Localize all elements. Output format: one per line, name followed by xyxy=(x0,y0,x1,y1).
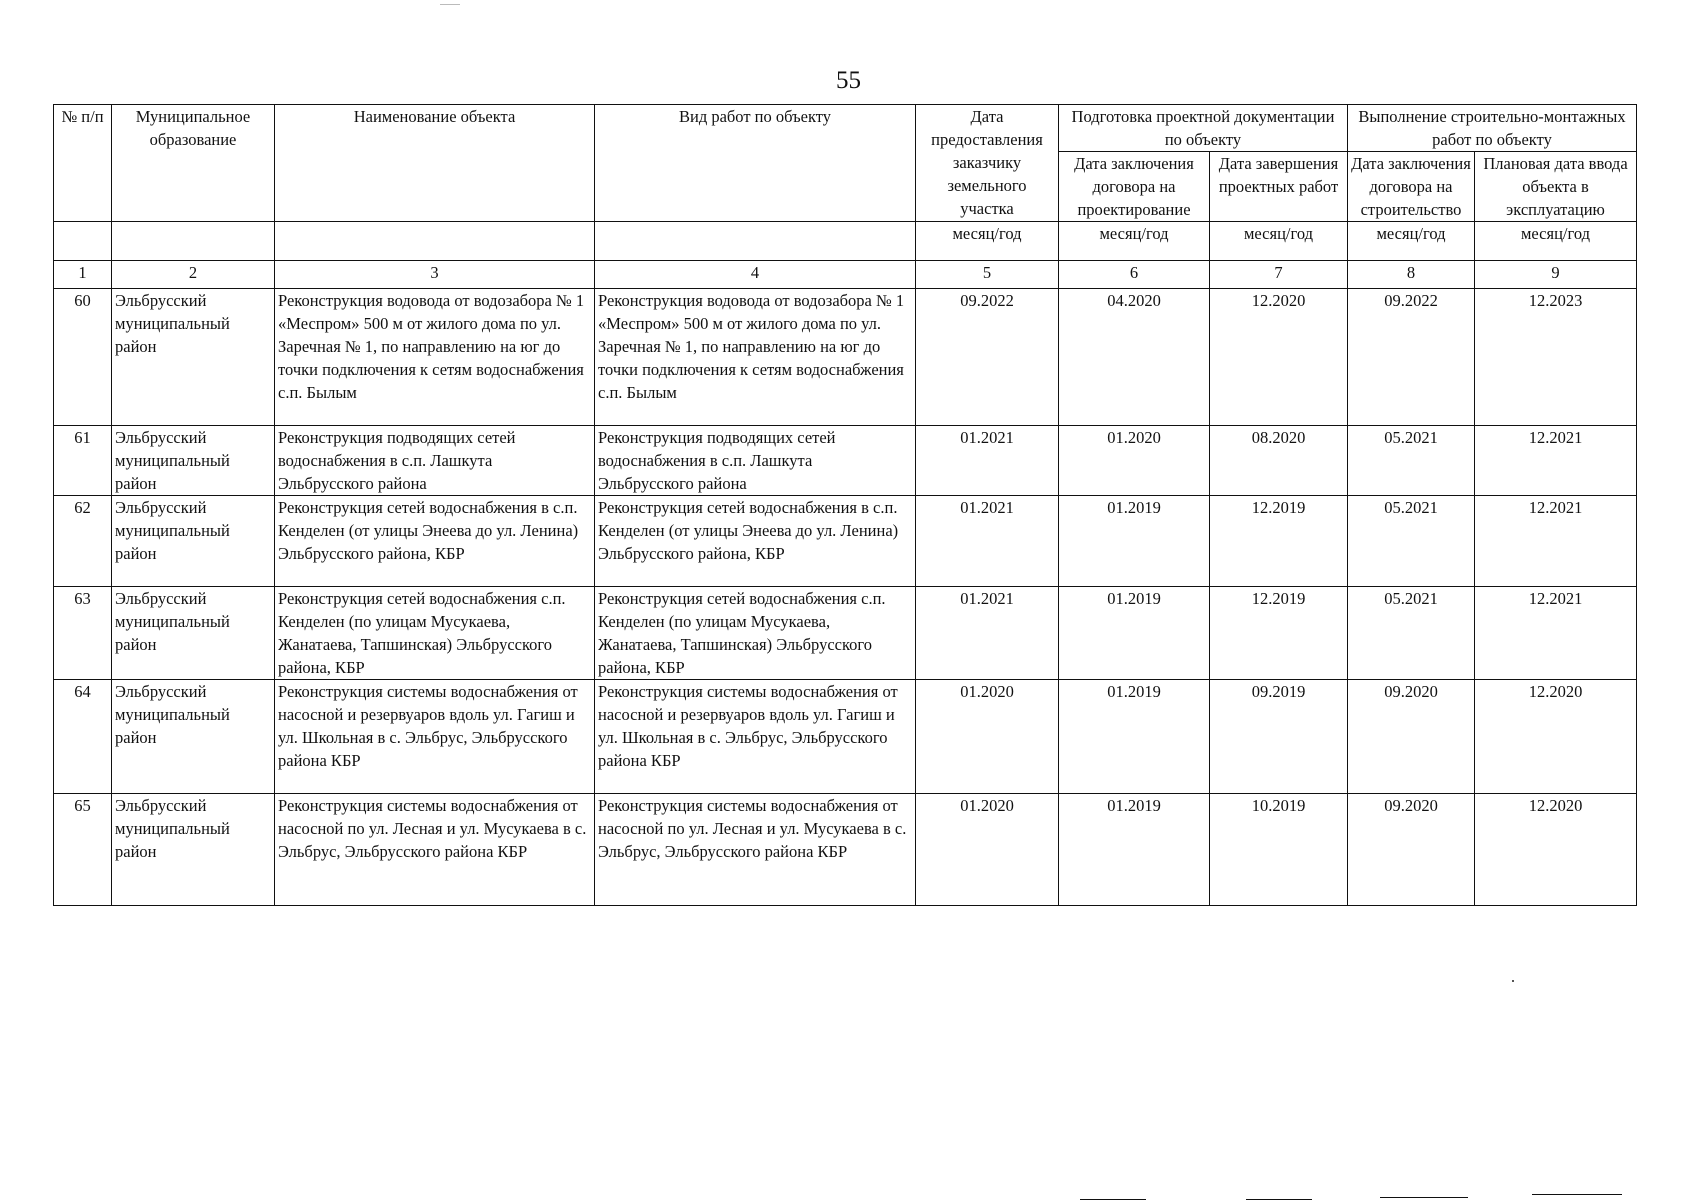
column-number: 2 xyxy=(112,261,275,289)
column-number: 1 xyxy=(54,261,112,289)
top-scan-mark xyxy=(440,4,460,5)
row-design-contract: 01.2019 xyxy=(1059,496,1210,587)
row-design-finish: 12.2019 xyxy=(1210,587,1348,680)
row-construction-contract: 05.2021 xyxy=(1348,496,1475,587)
row-commission-date: 12.2020 xyxy=(1475,794,1637,906)
row-construction-contract: 09.2020 xyxy=(1348,680,1475,794)
row-municipality: Эльбрусский муниципальный район xyxy=(112,426,275,496)
unit-land-date: месяц/год xyxy=(916,222,1059,261)
page-number: 55 xyxy=(836,67,861,94)
header-commission-date: Плановая дата ввода объекта в эксплуатацию xyxy=(1475,152,1637,222)
row-construction-contract: 09.2022 xyxy=(1348,289,1475,426)
table-row xyxy=(54,289,1637,426)
row-commission-date: 12.2023 xyxy=(1475,289,1637,426)
row-commission-date: 12.2021 xyxy=(1475,496,1637,587)
column-number: 3 xyxy=(275,261,595,289)
row-municipality: Эльбрусский муниципальный район xyxy=(112,680,275,794)
row-work-type: Реконструкция системы водоснабжения от насосной и резервуаров вдоль ул. Гагиш и ул. Школьная в с. Эльбрус, Эльбрусского района КБР xyxy=(595,680,916,794)
row-commission-date: 12.2021 xyxy=(1475,587,1637,680)
row-object-name: Реконструкция водовода от водозабора № 1 «Меспром» 500 м от жилого дома по ул. Заречная № 1, по направлению на юг до точки подключения к сетям водоснабжения с.п. Былым xyxy=(275,289,595,426)
row-construction-contract: 09.2020 xyxy=(1348,794,1475,906)
row-land-date: 01.2021 xyxy=(916,496,1059,587)
column-number: 9 xyxy=(1475,261,1637,289)
row-land-date: 09.2022 xyxy=(916,289,1059,426)
row-municipality: Эльбрусский муниципальный район xyxy=(112,794,275,906)
row-municipality: Эльбрусский муниципальный район xyxy=(112,587,275,680)
column-number: 5 xyxy=(916,261,1059,289)
row-design-contract: 01.2020 xyxy=(1059,426,1210,496)
header-design-finish: Дата завершения проектных работ xyxy=(1210,152,1348,222)
unit-blank-1 xyxy=(54,222,112,261)
header-design-contract: Дата заключения договора на проектирование xyxy=(1059,152,1210,222)
row-land-date: 01.2021 xyxy=(916,587,1059,680)
row-design-contract: 04.2020 xyxy=(1059,289,1210,426)
row-design-contract: 01.2019 xyxy=(1059,794,1210,906)
unit-commission-date: месяц/год xyxy=(1475,222,1637,261)
header-land-date: Дата предоставления заказчику земельного участка xyxy=(916,105,1059,222)
table-row xyxy=(54,496,1637,587)
row-num: 63 xyxy=(54,587,112,680)
unit-blank-2 xyxy=(112,222,275,261)
row-commission-date: 12.2021 xyxy=(1475,426,1637,496)
scan-speck xyxy=(1512,980,1514,982)
header-object-name: Наименование объекта xyxy=(275,105,595,222)
row-num: 62 xyxy=(54,496,112,587)
header-group-design: Подготовка проектной документации по объекту xyxy=(1059,105,1348,152)
row-land-date: 01.2020 xyxy=(916,794,1059,906)
header-construction-contract: Дата заключения договора на строительство xyxy=(1348,152,1475,222)
unit-blank-3 xyxy=(275,222,595,261)
table-row xyxy=(54,587,1637,680)
row-design-finish: 12.2020 xyxy=(1210,289,1348,426)
row-num: 64 xyxy=(54,680,112,794)
row-design-contract: 01.2019 xyxy=(1059,680,1210,794)
row-object-name: Реконструкция подводящих сетей водоснабжения в с.п. Лашкута Эльбрусского района xyxy=(275,426,595,496)
row-design-finish: 12.2019 xyxy=(1210,496,1348,587)
signature-line xyxy=(1532,1194,1622,1195)
row-object-name: Реконструкция сетей водоснабжения в с.п. Кенделен (от улицы Энеева до ул. Ленина) Эльбрусского района, КБР xyxy=(275,496,595,587)
row-work-type: Реконструкция системы водоснабжения от насосной по ул. Лесная и ул. Мусукаева в с. Эльбрус, Эльбрусского района КБР xyxy=(595,794,916,906)
header-num: № п/п xyxy=(54,105,112,222)
unit-design-contract: месяц/год xyxy=(1059,222,1210,261)
row-land-date: 01.2021 xyxy=(916,426,1059,496)
unit-construction-contract: месяц/год xyxy=(1348,222,1475,261)
row-design-finish: 10.2019 xyxy=(1210,794,1348,906)
row-work-type: Реконструкция сетей водоснабжения с.п. Кенделен (по улицам Мусукаева, Жанатаева, Тапшинская) Эльбрусского района, КБР xyxy=(595,587,916,680)
header-municipality: Муниципальное образование xyxy=(112,105,275,222)
row-num: 65 xyxy=(54,794,112,906)
unit-design-finish: месяц/год xyxy=(1210,222,1348,261)
row-construction-contract: 05.2021 xyxy=(1348,587,1475,680)
row-municipality: Эльбрусский муниципальный район xyxy=(112,496,275,587)
table-row xyxy=(54,794,1637,906)
row-work-type: Реконструкция подводящих сетей водоснабжения в с.п. Лашкута Эльбрусского района xyxy=(595,426,916,496)
row-commission-date: 12.2020 xyxy=(1475,680,1637,794)
table-row xyxy=(54,426,1637,496)
unit-blank-4 xyxy=(595,222,916,261)
row-object-name: Реконструкция системы водоснабжения от насосной и резервуаров вдоль ул. Гагиш и ул. Школьная в с. Эльбрус, Эльбрусского района КБР xyxy=(275,680,595,794)
row-object-name: Реконструкция системы водоснабжения от насосной по ул. Лесная и ул. Мусукаева в с. Эльбрус, Эльбрусского района КБР xyxy=(275,794,595,906)
row-construction-contract: 05.2021 xyxy=(1348,426,1475,496)
row-design-finish: 08.2020 xyxy=(1210,426,1348,496)
row-land-date: 01.2020 xyxy=(916,680,1059,794)
table-row xyxy=(54,680,1637,794)
row-object-name: Реконструкция сетей водоснабжения с.п. Кенделен (по улицам Мусукаева, Жанатаева, Тапшинская) Эльбрусского района, КБР xyxy=(275,587,595,680)
header-work-type: Вид работ по объекту xyxy=(595,105,916,222)
row-municipality: Эльбрусский муниципальный район xyxy=(112,289,275,426)
header-group-construction: Выполнение строительно-монтажных работ по объекту xyxy=(1348,105,1637,152)
signature-line xyxy=(1380,1197,1468,1198)
row-design-contract: 01.2019 xyxy=(1059,587,1210,680)
column-number: 6 xyxy=(1059,261,1210,289)
column-number: 4 xyxy=(595,261,916,289)
column-number: 8 xyxy=(1348,261,1475,289)
row-design-finish: 09.2019 xyxy=(1210,680,1348,794)
row-work-type: Реконструкция сетей водоснабжения в с.п. Кенделен (от улицы Энеева до ул. Ленина) Эльбрусского района, КБР xyxy=(595,496,916,587)
row-num: 60 xyxy=(54,289,112,426)
column-number: 7 xyxy=(1210,261,1348,289)
row-work-type: Реконструкция водовода от водозабора № 1 «Меспром» 500 м от жилого дома по ул. Заречная № 1, по направлению на юг до точки подключения к сетям водоснабжения с.п. Былым xyxy=(595,289,916,426)
objects-table xyxy=(53,104,1637,906)
row-num: 61 xyxy=(54,426,112,496)
